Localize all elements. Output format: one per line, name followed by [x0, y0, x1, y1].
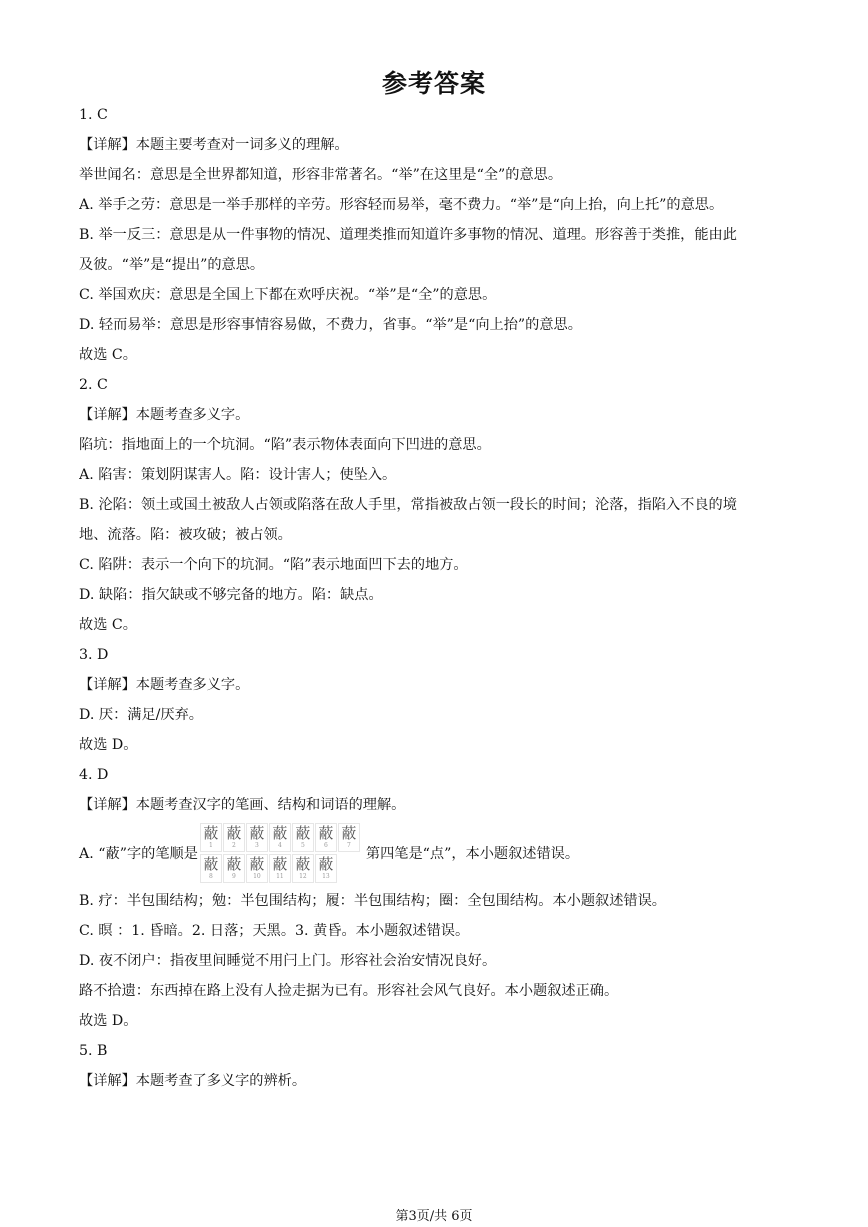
text-line: D. 缺陷：指欠缺或不够完备的地方。陷：缺点。 — [79, 587, 383, 603]
text-line: D. 厌：满足/厌弃。 — [79, 707, 203, 723]
stroke-step-number: 9 — [231, 873, 236, 880]
stroke-step-glyph: 蔽 — [226, 855, 242, 873]
stroke-step-glyph: 蔽 — [226, 824, 242, 842]
stroke-step-number: 8 — [208, 873, 213, 880]
text-line: 【详解】本题考查多义字。 — [79, 677, 250, 693]
stroke-step-glyph: 蔽 — [249, 855, 265, 873]
text-line: D. 夜不闭户：指夜里间睡觉不用闩上门。形容社会治安情况良好。 — [79, 953, 497, 969]
stroke-step — [200, 854, 222, 883]
stroke-step — [269, 823, 291, 852]
stroke-step-glyph: 蔽 — [249, 824, 265, 842]
text-line: A. 陷害：策划阴谋害人。陷：设计害人；使坠入。 — [79, 467, 397, 483]
stroke-step — [315, 854, 337, 883]
stroke-step-glyph: 蔽 — [295, 824, 311, 842]
stroke-step — [246, 823, 268, 852]
text-line: C. 陷阱：表示一个向下的坑洞。“陷”表示地面凹下去的地方。 — [79, 557, 468, 573]
text-line: 【详解】本题考查了多义字的辨析。 — [79, 1073, 307, 1089]
stroke-step-glyph: 蔽 — [203, 824, 219, 842]
text-line: 【详解】本题考查汉字的笔画、结构和词语的理解。 — [79, 797, 406, 813]
text-line: 举世闻名：意思是全世界都知道，形容非常著名。“举”在这里是“全”的意思。 — [79, 167, 563, 183]
text-line: 3. D — [79, 647, 109, 663]
stroke-step-number: 7 — [346, 842, 351, 849]
stroke-step-number: 13 — [322, 873, 330, 880]
stroke-order-suffix: 第四笔是“点”，本小题叙述错误。 — [365, 846, 580, 862]
answers-part-2 — [79, 886, 791, 1096]
stroke-step — [315, 823, 337, 852]
stroke-step — [223, 823, 245, 852]
page-title: 参考答案 — [381, 69, 486, 98]
stroke-order-row — [200, 854, 360, 883]
stroke-step-number: 12 — [299, 873, 307, 880]
text-line: C. 举国欢庆：意思是全国上下都在欢呼庆祝。“举”是“全”的意思。 — [79, 287, 497, 303]
answers-part-1 — [79, 100, 791, 820]
text-line: B. 疗：半包围结构；勉：半包围结构；履：半包围结构；圈：全包围结构。本小题叙述错误。 — [79, 893, 666, 909]
text-line: 地、流落。陷：被攻破；被占领。 — [79, 527, 292, 543]
stroke-order-row — [200, 823, 360, 852]
stroke-step-glyph: 蔽 — [318, 855, 334, 873]
text-line: 故选 C。 — [79, 347, 137, 363]
page-footer: 第3页/共 6页 — [395, 1209, 473, 1224]
answer-content — [79, 100, 791, 1096]
text-line: B. 举一反三：意思是从一件事物的情况、道理类推而知道许多事物的情况、道理。形容善于类推，能由此 — [79, 227, 737, 243]
stroke-step — [292, 854, 314, 883]
text-line: 故选 D。 — [79, 737, 138, 753]
stroke-order-image — [200, 823, 360, 883]
stroke-step-glyph: 蔽 — [272, 855, 288, 873]
stroke-step — [292, 823, 314, 852]
stroke-order-item — [79, 820, 791, 886]
stroke-step-glyph: 蔽 — [295, 855, 311, 873]
stroke-step-number: 2 — [231, 842, 236, 849]
stroke-step-number: 1 — [208, 842, 213, 849]
stroke-step-glyph: 蔽 — [272, 824, 288, 842]
text-line: 4. D — [79, 767, 109, 783]
text-line: 1. C — [79, 107, 108, 123]
text-line: C. 暝 ：1. 昏暗。2. 日落；天黑。3. 黄昏。本小题叙述错误。 — [79, 923, 470, 939]
stroke-step-number: 5 — [300, 842, 305, 849]
text-line: D. 轻而易举：意思是形容事情容易做，不费力，省事。“举”是“向上抬”的意思。 — [79, 317, 582, 333]
stroke-step-number: 3 — [254, 842, 259, 849]
stroke-step-number: 10 — [253, 873, 261, 880]
text-line: 及彼。“举”是“提出”的意思。 — [79, 257, 265, 273]
stroke-step-glyph: 蔽 — [318, 824, 334, 842]
text-line: 【详解】本题主要考查对一词多义的理解。 — [79, 137, 349, 153]
text-line: 【详解】本题考查多义字。 — [79, 407, 250, 423]
text-line: 5. B — [79, 1043, 108, 1059]
text-line: 故选 D。 — [79, 1013, 138, 1029]
text-line: 陷坑：指地面上的一个坑洞。“陷”表示物体表面向下凹进的意思。 — [79, 437, 491, 453]
stroke-step — [269, 854, 291, 883]
stroke-step — [223, 854, 245, 883]
stroke-step — [200, 823, 222, 852]
stroke-step-number: 6 — [323, 842, 328, 849]
stroke-step-glyph: 蔽 — [341, 824, 357, 842]
stroke-step-number: 4 — [277, 842, 282, 849]
stroke-step-number: 11 — [276, 873, 284, 880]
text-line: 路不拾遗：东西掉在路上没有人捡走据为已有。形容社会风气良好。本小题叙述正确。 — [79, 983, 619, 999]
text-line: B. 沦陷：领土或国土被敌人占领或陷落在敌人手里，常指被敌占领一段长的时间；沦落，指陷入不良的境 — [79, 497, 737, 513]
text-line: 故选 C。 — [79, 617, 137, 633]
text-line: A. 举手之劳：意思是一举手那样的辛劳。形容轻而易举，毫不费力。“举”是“向上抬，向上托”的意思。 — [79, 197, 724, 213]
text-line: 2. C — [79, 377, 108, 393]
stroke-order-prefix: A. “蔽”字的笔顺是 — [79, 846, 198, 862]
stroke-step-glyph: 蔽 — [203, 855, 219, 873]
stroke-step — [338, 823, 360, 852]
stroke-step — [246, 854, 268, 883]
